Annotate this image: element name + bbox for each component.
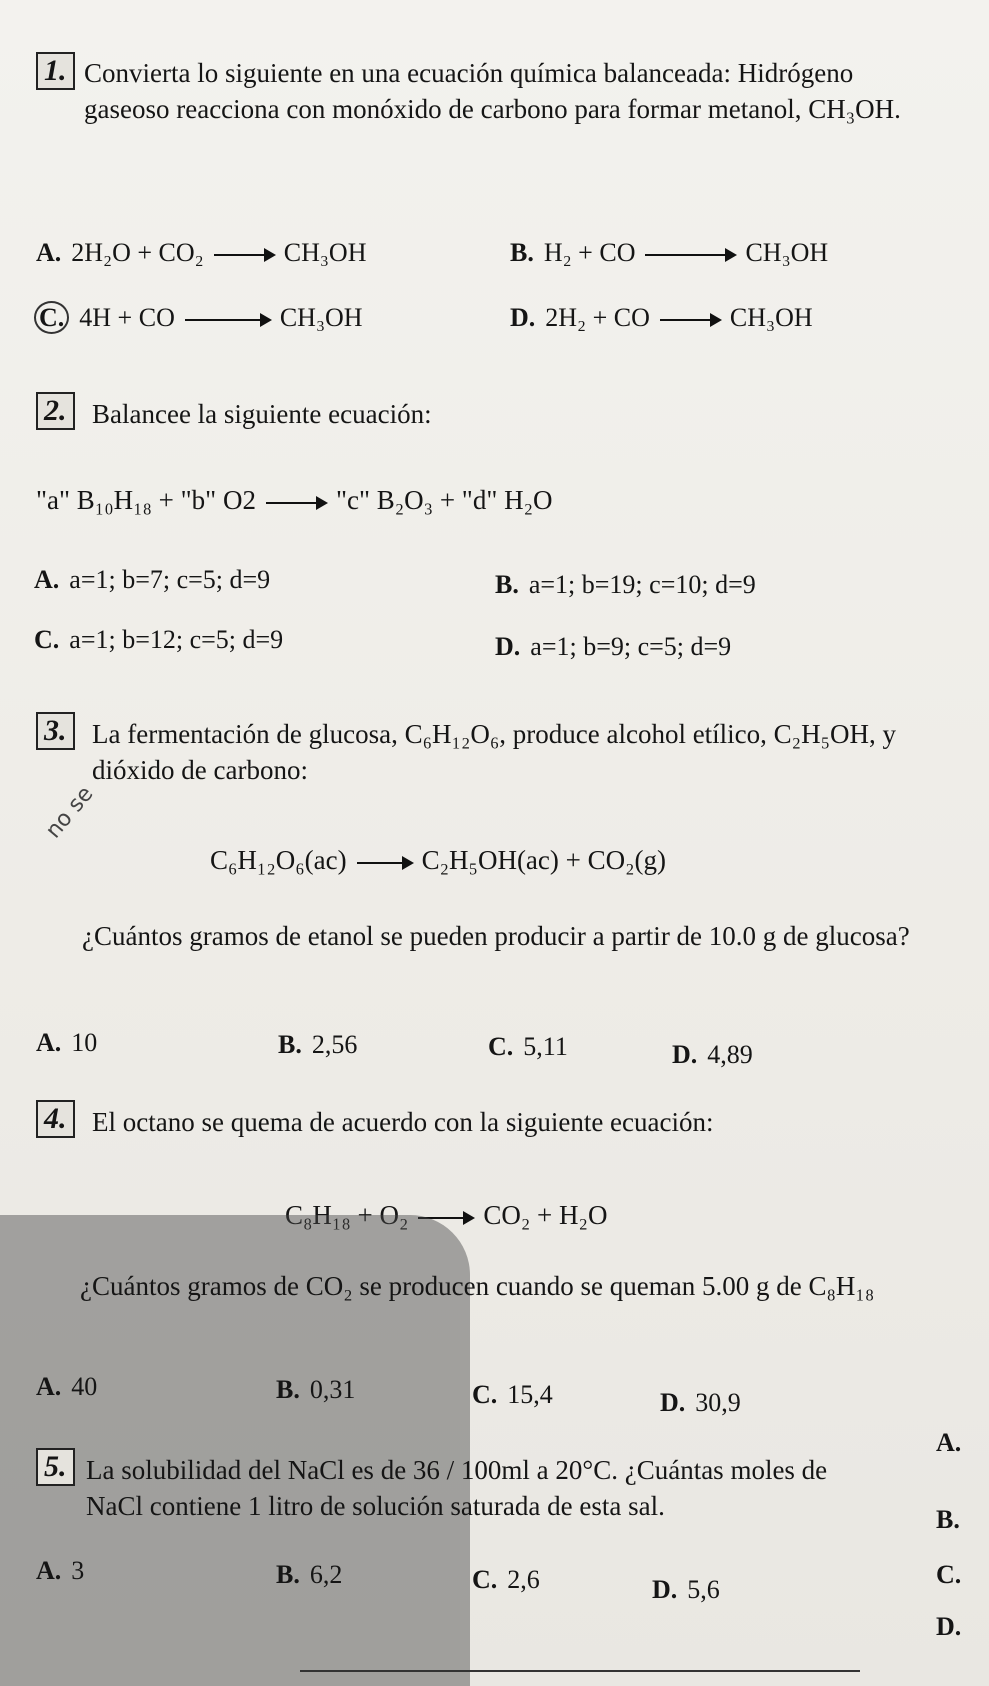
question-3-text: La fermentación de glucosa, C₆H₁₂O₆, produce alcohol etílico, C₂H₅OH, y dióxido de carbono:	[92, 719, 897, 785]
q5-option-a[interactable]	[36, 1556, 84, 1586]
handwritten-note: no se	[41, 781, 99, 844]
q2-option-c-text: a=1; b=12; c=5; d=9	[69, 625, 284, 654]
q4-option-b[interactable]	[276, 1375, 355, 1405]
q4-option-a[interactable]	[36, 1372, 97, 1402]
q1-option-b-rhs: CH₃OH	[745, 238, 829, 267]
q5-option-a-letter: A.	[36, 1556, 62, 1585]
q3-option-c[interactable]	[488, 1032, 568, 1062]
q4-option-d[interactable]	[660, 1388, 741, 1418]
q5-option-d-text: 5,6	[687, 1575, 720, 1604]
q5-option-c-text: 2,6	[507, 1565, 540, 1594]
q3-equation-rhs: C₂H₅OH(ac) + CO₂(g)	[421, 845, 667, 875]
q2-option-c[interactable]	[34, 625, 283, 655]
q1-option-d-lhs: 2H₂ + CO	[545, 303, 650, 332]
q3-option-d-letter: D.	[672, 1040, 698, 1069]
side-letter-a: A.	[936, 1428, 962, 1457]
q2-equation-rhs: "c" B₂O₃ + "d" H₂O	[335, 485, 553, 515]
q3-equation	[210, 845, 666, 876]
q4-option-a-letter: A.	[36, 1372, 62, 1401]
q4-option-c[interactable]	[472, 1380, 553, 1410]
q2-equation-lhs: "a" B₁₀H₁₈ + "b" O2	[36, 485, 256, 515]
q2-option-a-letter: A.	[34, 565, 60, 594]
q5-option-b[interactable]	[276, 1560, 342, 1590]
question-1-number: 1.	[36, 52, 75, 90]
q2-option-c-letter: C.	[34, 625, 60, 654]
q3-option-a-letter: A.	[36, 1028, 62, 1057]
arrow-icon	[660, 319, 720, 321]
arrow-icon	[645, 254, 735, 256]
arrow-icon	[185, 319, 270, 321]
question-4-text: El octano se quema de acuerdo con la siguiente ecuación:	[92, 1107, 714, 1137]
side-letter-d: D.	[936, 1612, 962, 1641]
q4-option-d-text: 30,9	[695, 1388, 741, 1417]
q3-option-b[interactable]	[278, 1030, 357, 1060]
q1-option-c-letter: C.	[34, 301, 69, 334]
q2-option-d-text: a=1; b=9; c=5; d=9	[530, 632, 732, 661]
side-letter-c: C.	[936, 1560, 962, 1589]
q5-option-b-letter: B.	[276, 1560, 300, 1589]
q2-equation	[36, 485, 553, 516]
q3-option-c-letter: C.	[488, 1032, 514, 1061]
question-1-text: Convierta lo siguiente en una ecuación química balanceada: Hidrógeno gaseoso reacciona con monóxido de carbono para formar metanol, CH₃OH.	[84, 58, 901, 124]
q4-option-b-letter: B.	[276, 1375, 300, 1404]
question-2-text: Balancee la siguiente ecuación:	[92, 399, 432, 429]
q3-option-d-text: 4,89	[707, 1040, 753, 1069]
q3-option-b-text: 2,56	[311, 1030, 358, 1059]
question-3-prompt: ¿Cuántos gramos de etanol se pueden producir a partir de 10.0 g de glucosa?	[82, 921, 910, 951]
q4-option-a-text: 40	[71, 1372, 98, 1401]
q4-equation-lhs: C₈H₁₈ + O₂	[285, 1200, 409, 1230]
q2-option-d-letter: D.	[495, 632, 521, 661]
q1-option-a-letter: A.	[36, 238, 62, 267]
q1-option-b[interactable]	[510, 238, 828, 268]
q1-option-b-letter: B.	[510, 238, 534, 267]
question-4-prompt: ¿Cuántos gramos de CO₂ se producen cuando se queman 5.00 g de C₈H₁₈	[80, 1271, 875, 1301]
q5-option-c[interactable]	[472, 1565, 540, 1595]
q2-option-b-text: a=1; b=19; c=10; d=9	[528, 570, 756, 599]
arrow-icon	[214, 254, 274, 256]
q1-option-c-rhs: CH₃OH	[279, 303, 363, 332]
side-letter-b: B.	[936, 1505, 960, 1534]
q5-option-a-text: 3	[71, 1556, 85, 1585]
q2-option-b[interactable]	[495, 570, 756, 600]
q4-option-d-letter: D.	[660, 1388, 686, 1417]
q3-option-a[interactable]	[36, 1028, 97, 1058]
q5-option-c-letter: C.	[472, 1565, 498, 1594]
q1-option-c[interactable]	[34, 303, 363, 333]
q1-option-a-rhs: CH₃OH	[283, 238, 367, 267]
q5-option-d[interactable]	[652, 1575, 720, 1605]
q3-option-a-text: 10	[71, 1028, 98, 1057]
q2-option-a-text: a=1; b=7; c=5; d=9	[69, 565, 271, 594]
q1-option-a-lhs: 2H₂O + CO₂	[71, 238, 204, 267]
q5-option-d-letter: D.	[652, 1575, 678, 1604]
q1-option-d-letter: D.	[510, 303, 536, 332]
q3-equation-lhs: C₆H₁₂O₆(ac)	[210, 845, 347, 875]
q2-option-a[interactable]	[34, 565, 270, 595]
divider-line	[300, 1670, 860, 1672]
question-4-number: 4.	[36, 1100, 75, 1138]
q3-option-b-letter: B.	[278, 1030, 302, 1059]
question-3-number: 3.	[36, 712, 75, 750]
arrow-icon	[357, 862, 412, 864]
q1-option-d[interactable]	[510, 303, 813, 333]
question-2-number: 2.	[36, 392, 75, 430]
q3-option-c-text: 5,11	[523, 1032, 568, 1061]
q4-option-c-text: 15,4	[507, 1380, 553, 1409]
question-5-number: 5.	[36, 1448, 75, 1486]
q1-option-c-lhs: 4H + CO	[79, 303, 175, 332]
q2-option-d[interactable]	[495, 632, 731, 662]
q3-option-d[interactable]	[672, 1040, 753, 1070]
q4-option-b-text: 0,31	[309, 1375, 356, 1404]
q1-option-d-rhs: CH₃OH	[729, 303, 813, 332]
q4-option-c-letter: C.	[472, 1380, 498, 1409]
q1-option-a[interactable]	[36, 238, 367, 268]
q4-equation-rhs: CO₂ + H₂O	[483, 1200, 608, 1230]
arrow-icon	[266, 502, 326, 504]
q5-option-b-text: 6,2	[309, 1560, 343, 1589]
q1-option-b-lhs: H₂ + CO	[543, 238, 636, 267]
q2-option-b-letter: B.	[495, 570, 519, 599]
question-5-text: La solubilidad del NaCl es de 36 / 100ml a 20°C. ¿Cuántas moles de NaCl contiene 1 litro de solución saturada de esta sal.	[86, 1455, 828, 1521]
